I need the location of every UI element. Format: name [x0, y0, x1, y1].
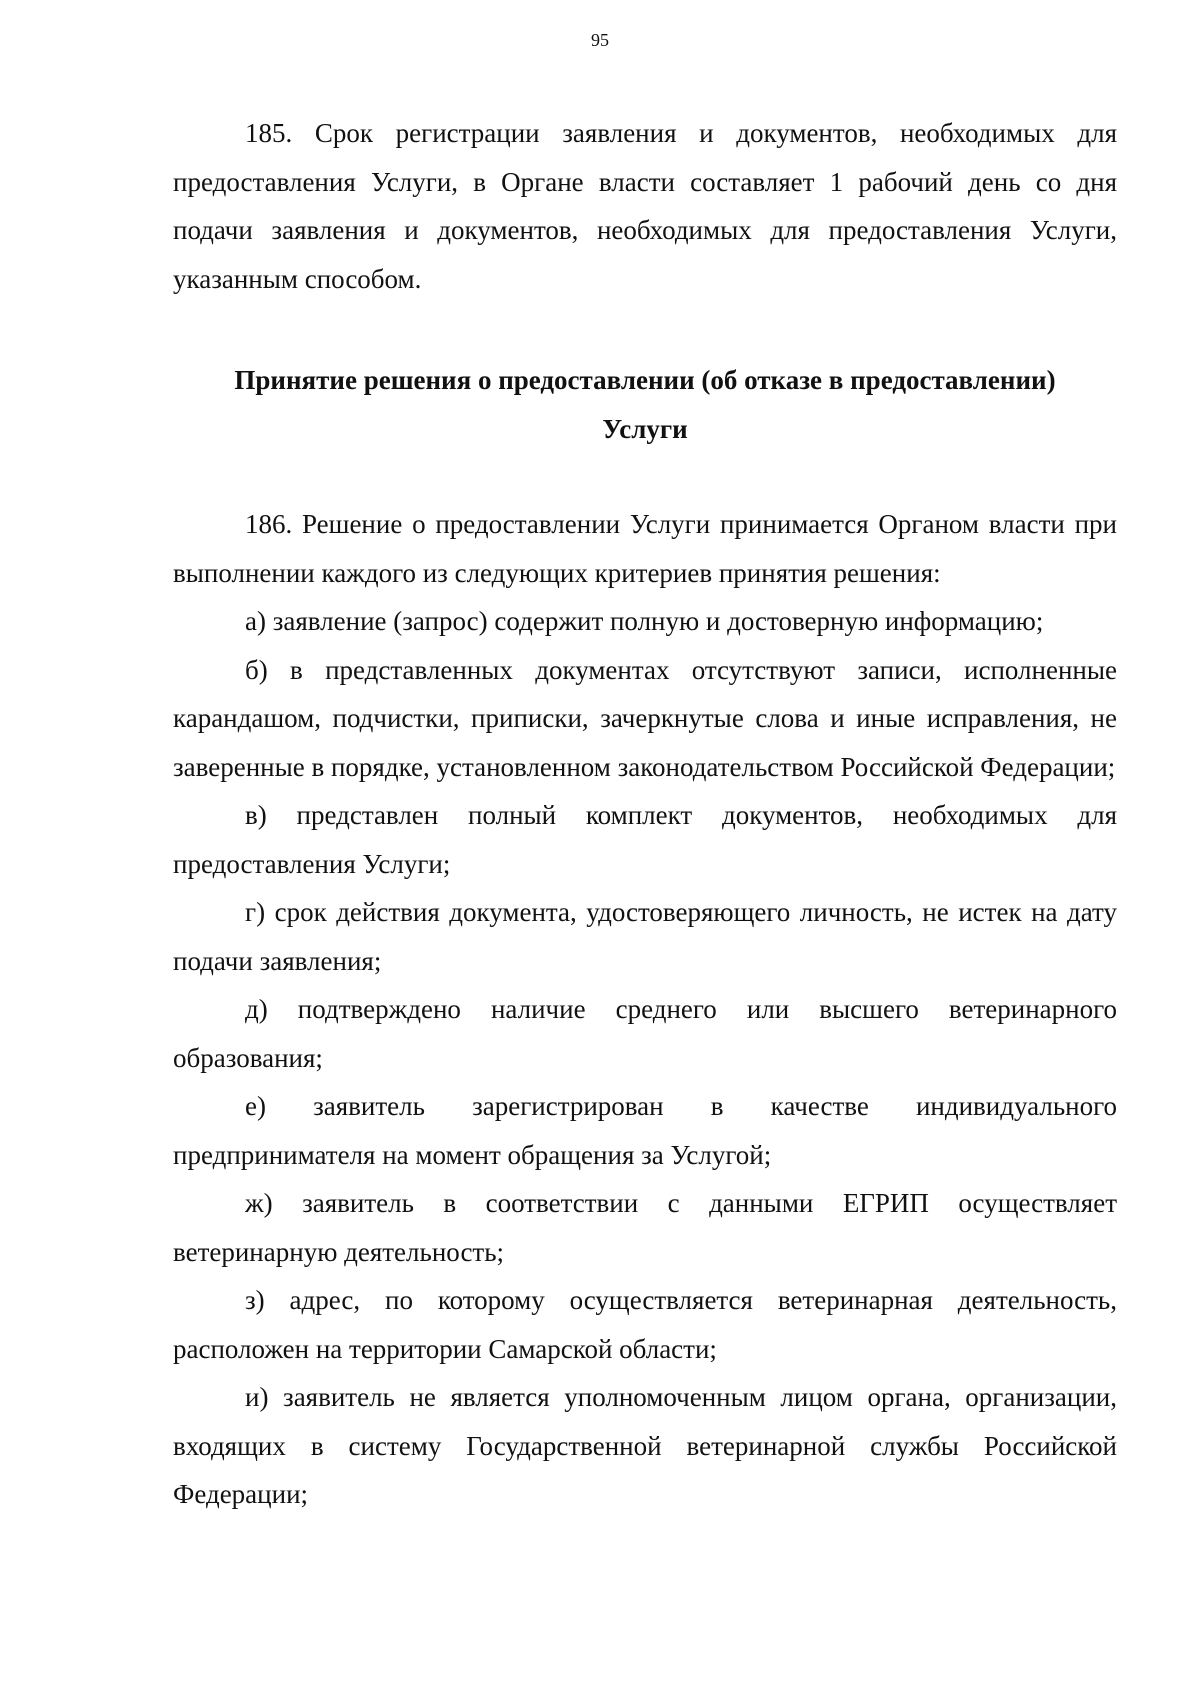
section-heading-line-1: Принятие решения о предоставлении (об отказе в предоставлении): [234, 365, 1056, 395]
section-registration: [173, 109, 1117, 303]
criterion-g: г) срок действия документа, удостоверяющего личность, не истек на дату подачи заявления;: [173, 897, 1117, 976]
criterion-a: а) заявление (запрос) содержит полную и достоверную информацию;: [245, 606, 1044, 636]
paragraph-186: 186. Решение о предоставлении Услуги принимается Органом власти при выполнении каждого из следующих критериев принятия решения:: [173, 509, 1117, 588]
criterion-zh: ж) заявитель в соответствии с данными ЕГРИП осуществляет ветеринарную деятельность;: [173, 1188, 1117, 1267]
criterion-z: з) адрес, по которому осуществляется ветеринарная деятельность, расположен на территории Самарской области;: [173, 1285, 1117, 1364]
criterion-d: д) подтверждено наличие среднего или высшего ветеринарного образования;: [173, 994, 1117, 1073]
section-heading: [173, 356, 1117, 453]
criterion-v: в) представлен полный комплект документов, необходимых для предоставления Услуги;: [173, 800, 1117, 879]
criterion-b: б) в представленных документах отсутствуют записи, исполненные карандашом, подчистки, приписки, зачеркнутые слова и иные исправления, не заверенные в порядке, установленном законодательством Российской Федерации;: [173, 654, 1117, 782]
criterion-i: и) заявитель не является уполномоченным лицом органа, организации, входящих в систему Государственной ветеринарной службы Российской Федерации;: [173, 1382, 1117, 1509]
section-decision: [173, 500, 1117, 1519]
page-number: 95: [591, 30, 609, 50]
criterion-e: е) заявитель зарегистрирован в качестве индивидуального предпринимателя на момент обращения за Услугой;: [173, 1091, 1117, 1170]
section-heading-line-2: Услуги: [602, 413, 688, 444]
paragraph-185: 185. Срок регистрации заявления и документов, необходимых для предоставления Услуги, в Органе власти составляет 1 рабочий день со дня подачи заявления и документов, необходимых для предоставления Услуги, указанным способом.: [173, 118, 1117, 294]
